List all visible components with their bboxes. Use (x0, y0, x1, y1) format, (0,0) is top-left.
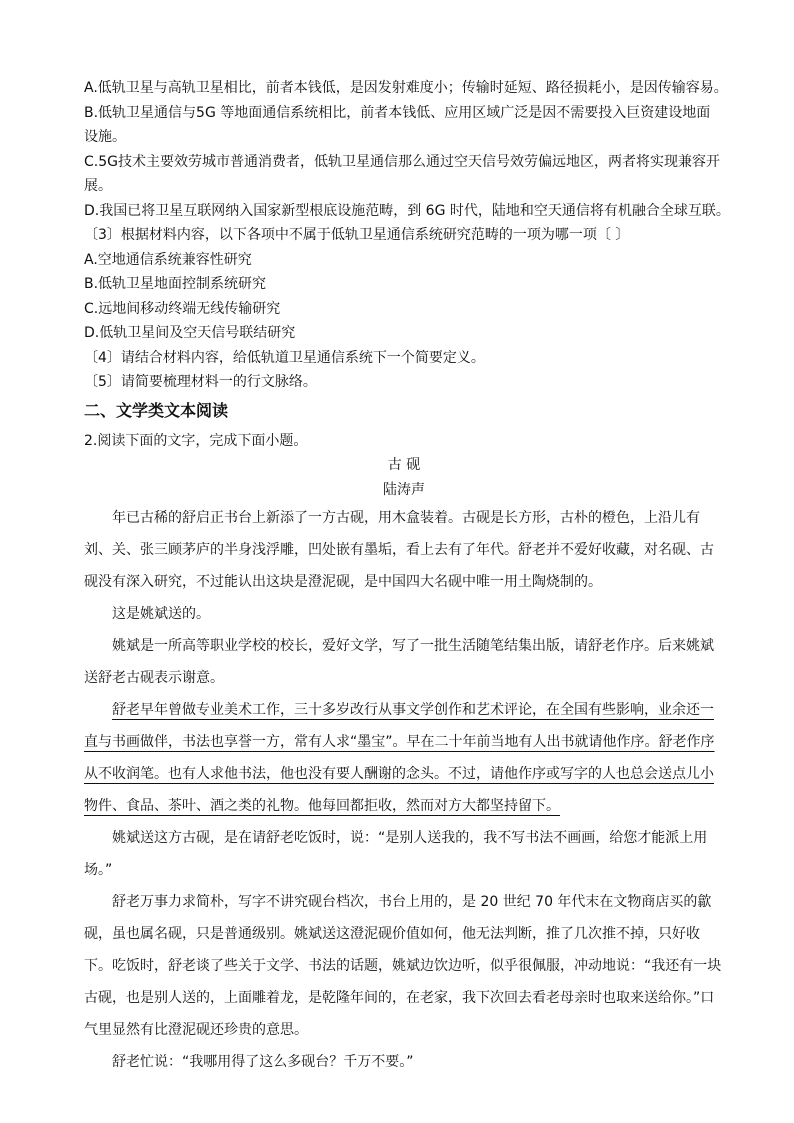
story-paragraph-6: 舒老万事力求简朴，写字不讲究砚台档次，书台上用的，是 20 世纪 70 年代末在文物商店买的歙砚，虽也属名砚，只是普通级别。姚斌送这澄泥砚价值如何，他无法判断，推了几次推不掉，只好收下。吃饭时，舒老谈了些关于文学、书法的话题，姚斌边饮边听，似乎很佩服，冲动地说：“我还有一块古砚，也是别人送的，上面雕着龙，是乾隆年间的，在老家，我下次回去看老母亲时也取来送给你。”口气里显然有比澄泥砚还珍贵的意思。 (84, 894, 722, 1038)
q2-option-c: C.5G技术主要效劳城市普通消费者，低轨卫星通信那么通过空天信号效劳偏远地区，两者将实现兼容开展。 (84, 153, 720, 194)
q3-stem: 〔3〕根据材料内容，以下各项中不属于低轨卫星通信系统研究范畴的一项为哪一项〔 〕 (84, 227, 630, 243)
story-paragraph-3: 姚斌是一所高等职业学校的校长，爱好文学，写了一批生活随笔结集出版，请舒老作序。后来姚斌送舒老古砚表示谢意。 (84, 638, 714, 686)
q5-stem: 〔5〕请简要梳理材料一的行文脉络。 (84, 374, 317, 390)
story-paragraph-4-underlined: 舒老早年曾做专业美术工作，三十多岁改行从事文学创作和艺术评论，在全国有些影响，业余还一直与书画做伴，书法也享誉一方，常有人求“墨宝”。早在二十年前当地有人出书就请他作序。舒老作序从不收润笔。也有人求他书法，他也没有要人酬谢的念头。不过，请他作序或写字的人也总会送点儿小物件、食品、茶叶、酒之类的礼物。他每回都拒收，然而对方大都坚持留下。 (84, 702, 715, 814)
reading-instruction: 2.阅读下面的文字，完成下面小题。 (84, 432, 308, 449)
story-paragraph-1: 年已古稀的舒启正书台上新添了一方古砚，用木盒装着。古砚是长方形，古朴的橙色，上沿儿有刘、关、张三顾茅庐的半身浅浮雕，凹处嵌有墨垢，看上去有了年代。舒老并不爱好收藏，对名砚、古砚没有深入研究，不过能认出这块是澄泥砚，是中国四大名砚中唯一用土陶烧制的。 (84, 510, 714, 590)
document-page (84, 76, 730, 1078)
q2-option-a: A.低轨卫星与高轨卫星相比，前者本钱低，是因发射难度小；传输时延短、路径损耗小，是因传输容易。 (84, 80, 728, 96)
story-author: 陆涛声 (383, 481, 425, 498)
q4-stem: 〔4〕请结合材料内容，给低轨道卫星通信系统下一个简要定义。 (84, 349, 485, 366)
story-paragraph-2: 这是姚斌送的。 (112, 606, 210, 622)
q3-option-a: A.空地通信系统兼容性研究 (84, 251, 252, 268)
q3-option-b: B.低轨卫星地面控制系统研究 (84, 276, 267, 292)
q3-option-d: D.低轨卫星间及空天信号联结研究 (84, 325, 296, 341)
q2-option-b: B.低轨卫星通信与5G 等地面通信系统相比，前者本钱低、应用区域广泛是因不需要投入巨资建设地面设施。 (84, 104, 711, 145)
story-paragraph-5: 姚斌送这方古砚，是在请舒老吃饭时，说：“是别人送我的，我不写书法不画画，给您才能派上用场。” (84, 830, 708, 878)
story-paragraph-7: 舒老忙说：“我哪用得了这么多砚台？千万不要。” (112, 1054, 414, 1070)
q3-option-c: C.远地间移动终端无线传输研究 (84, 300, 281, 317)
q2-option-d: D.我国已将卫星互联网纳入国家新型根底设施范畴，到 6G 时代，陆地和空天通信将有机融合全球互联。 (84, 202, 730, 219)
section-heading: 二、文学类文本阅读 (84, 400, 229, 420)
story-title: 古 砚 (387, 457, 421, 473)
